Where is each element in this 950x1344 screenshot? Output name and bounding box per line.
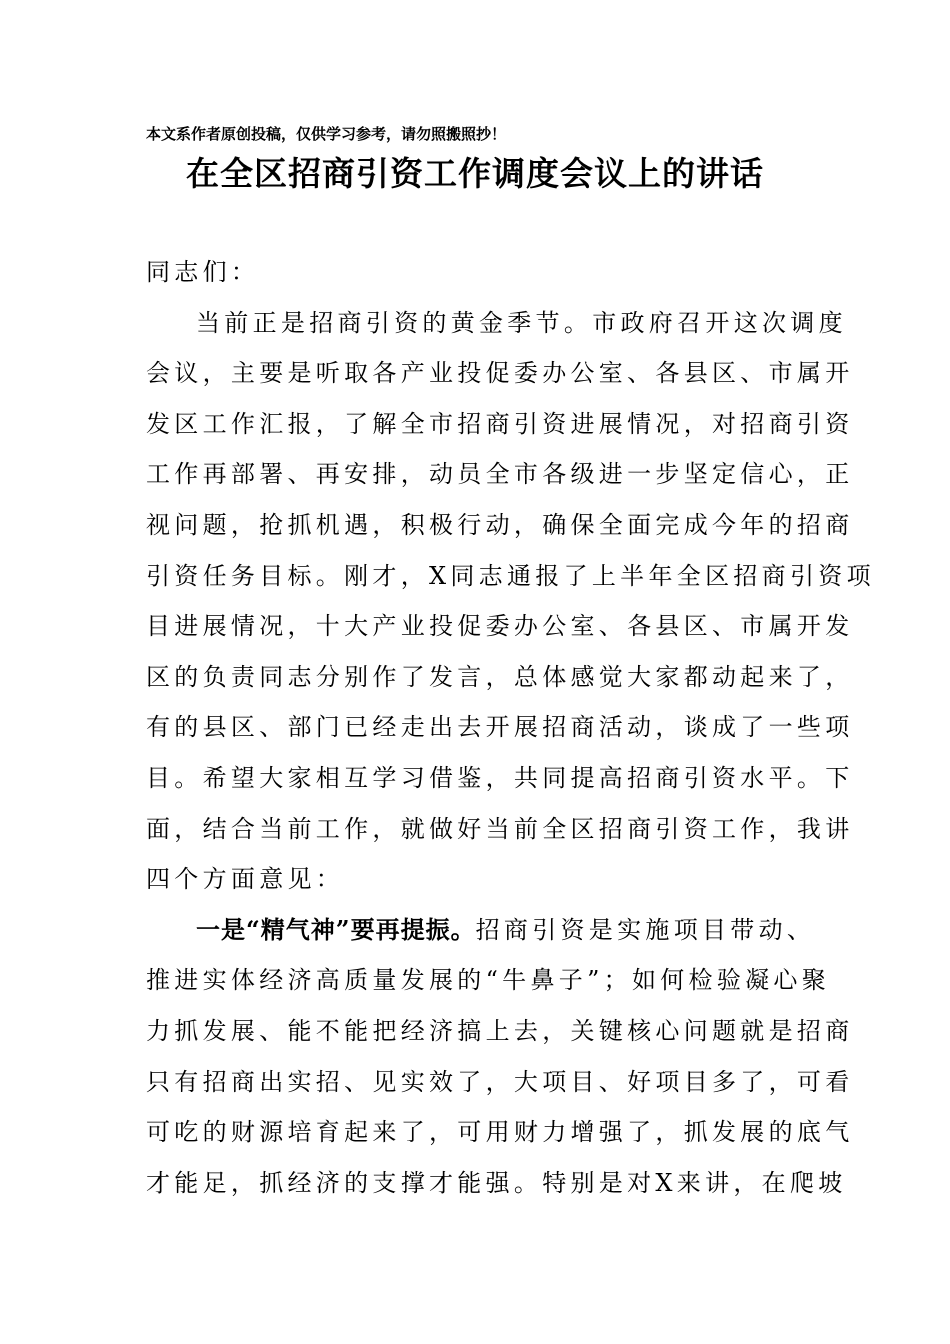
- copyright-notice: 本文系作者原创投稿，仅供学习参考，请勿照搬照抄！: [146, 125, 507, 143]
- paragraph-line: 力抓发展、能不能把经济搞上去，关键核心问题就是招商: [146, 1016, 854, 1045]
- paragraph-line: 推进实体经济高质量发展的“牛鼻子”；如何检验凝心聚: [146, 966, 831, 995]
- paragraph-line: 目。希望大家相互学习借鉴，共同提高招商引资水平。下: [146, 763, 854, 792]
- paragraph-line: 会议，主要是听取各产业投促委办公室、各县区、市属开: [146, 359, 854, 388]
- speech-body: [146, 254, 875, 1215]
- paragraph-line: 视问题，抢抓机遇，积极行动，确保全面完成今年的招商: [146, 510, 854, 539]
- page-title: 在全区招商引资工作调度会议上的讲话: [186, 154, 764, 193]
- paragraph-line: 引资任务目标。刚才，X同志通报了上半年全区招商引资项: [146, 561, 875, 590]
- paragraph-line: 面，结合当前工作，就做好当前全区招商引资工作，我讲: [146, 814, 854, 843]
- paragraph-line: 只有招商出实招、见实效了，大项目、好项目多了，可看: [146, 1067, 854, 1096]
- paragraph-line: 当前正是招商引资的黄金季节。市政府召开这次调度: [196, 308, 847, 337]
- paragraph-line: 目进展情况，十大产业投促委办公室、各县区、市属开发: [146, 612, 854, 641]
- paragraph-line: 四个方面意见：: [146, 865, 345, 894]
- section-one-text: 招商引资是实施项目带动、: [475, 915, 816, 944]
- paragraph-line: 区的负责同志分别作了发言，总体感觉大家都动起来了，: [146, 662, 854, 691]
- salutation: 同志们：: [146, 258, 260, 286]
- section-one-heading: 一是“精气神”要再提振。: [196, 914, 476, 944]
- section-one-first-line: [146, 912, 826, 963]
- paragraph-line: 发区工作汇报，了解全市招商引资进展情况，对招商引资: [146, 409, 854, 438]
- paragraph-line: 工作再部署、再安排，动员全市各级进一步坚定信心，正: [146, 460, 854, 489]
- paragraph-line: 有的县区、部门已经走出去开展招商活动，谈成了一些项: [146, 713, 854, 742]
- paragraph-line: 才能足，抓经济的支撑才能强。特别是对X来讲，在爬坡: [146, 1168, 847, 1197]
- paragraph-line: 可吃的财源培育起来了，可用财力增强了，抓发展的底气: [146, 1118, 854, 1147]
